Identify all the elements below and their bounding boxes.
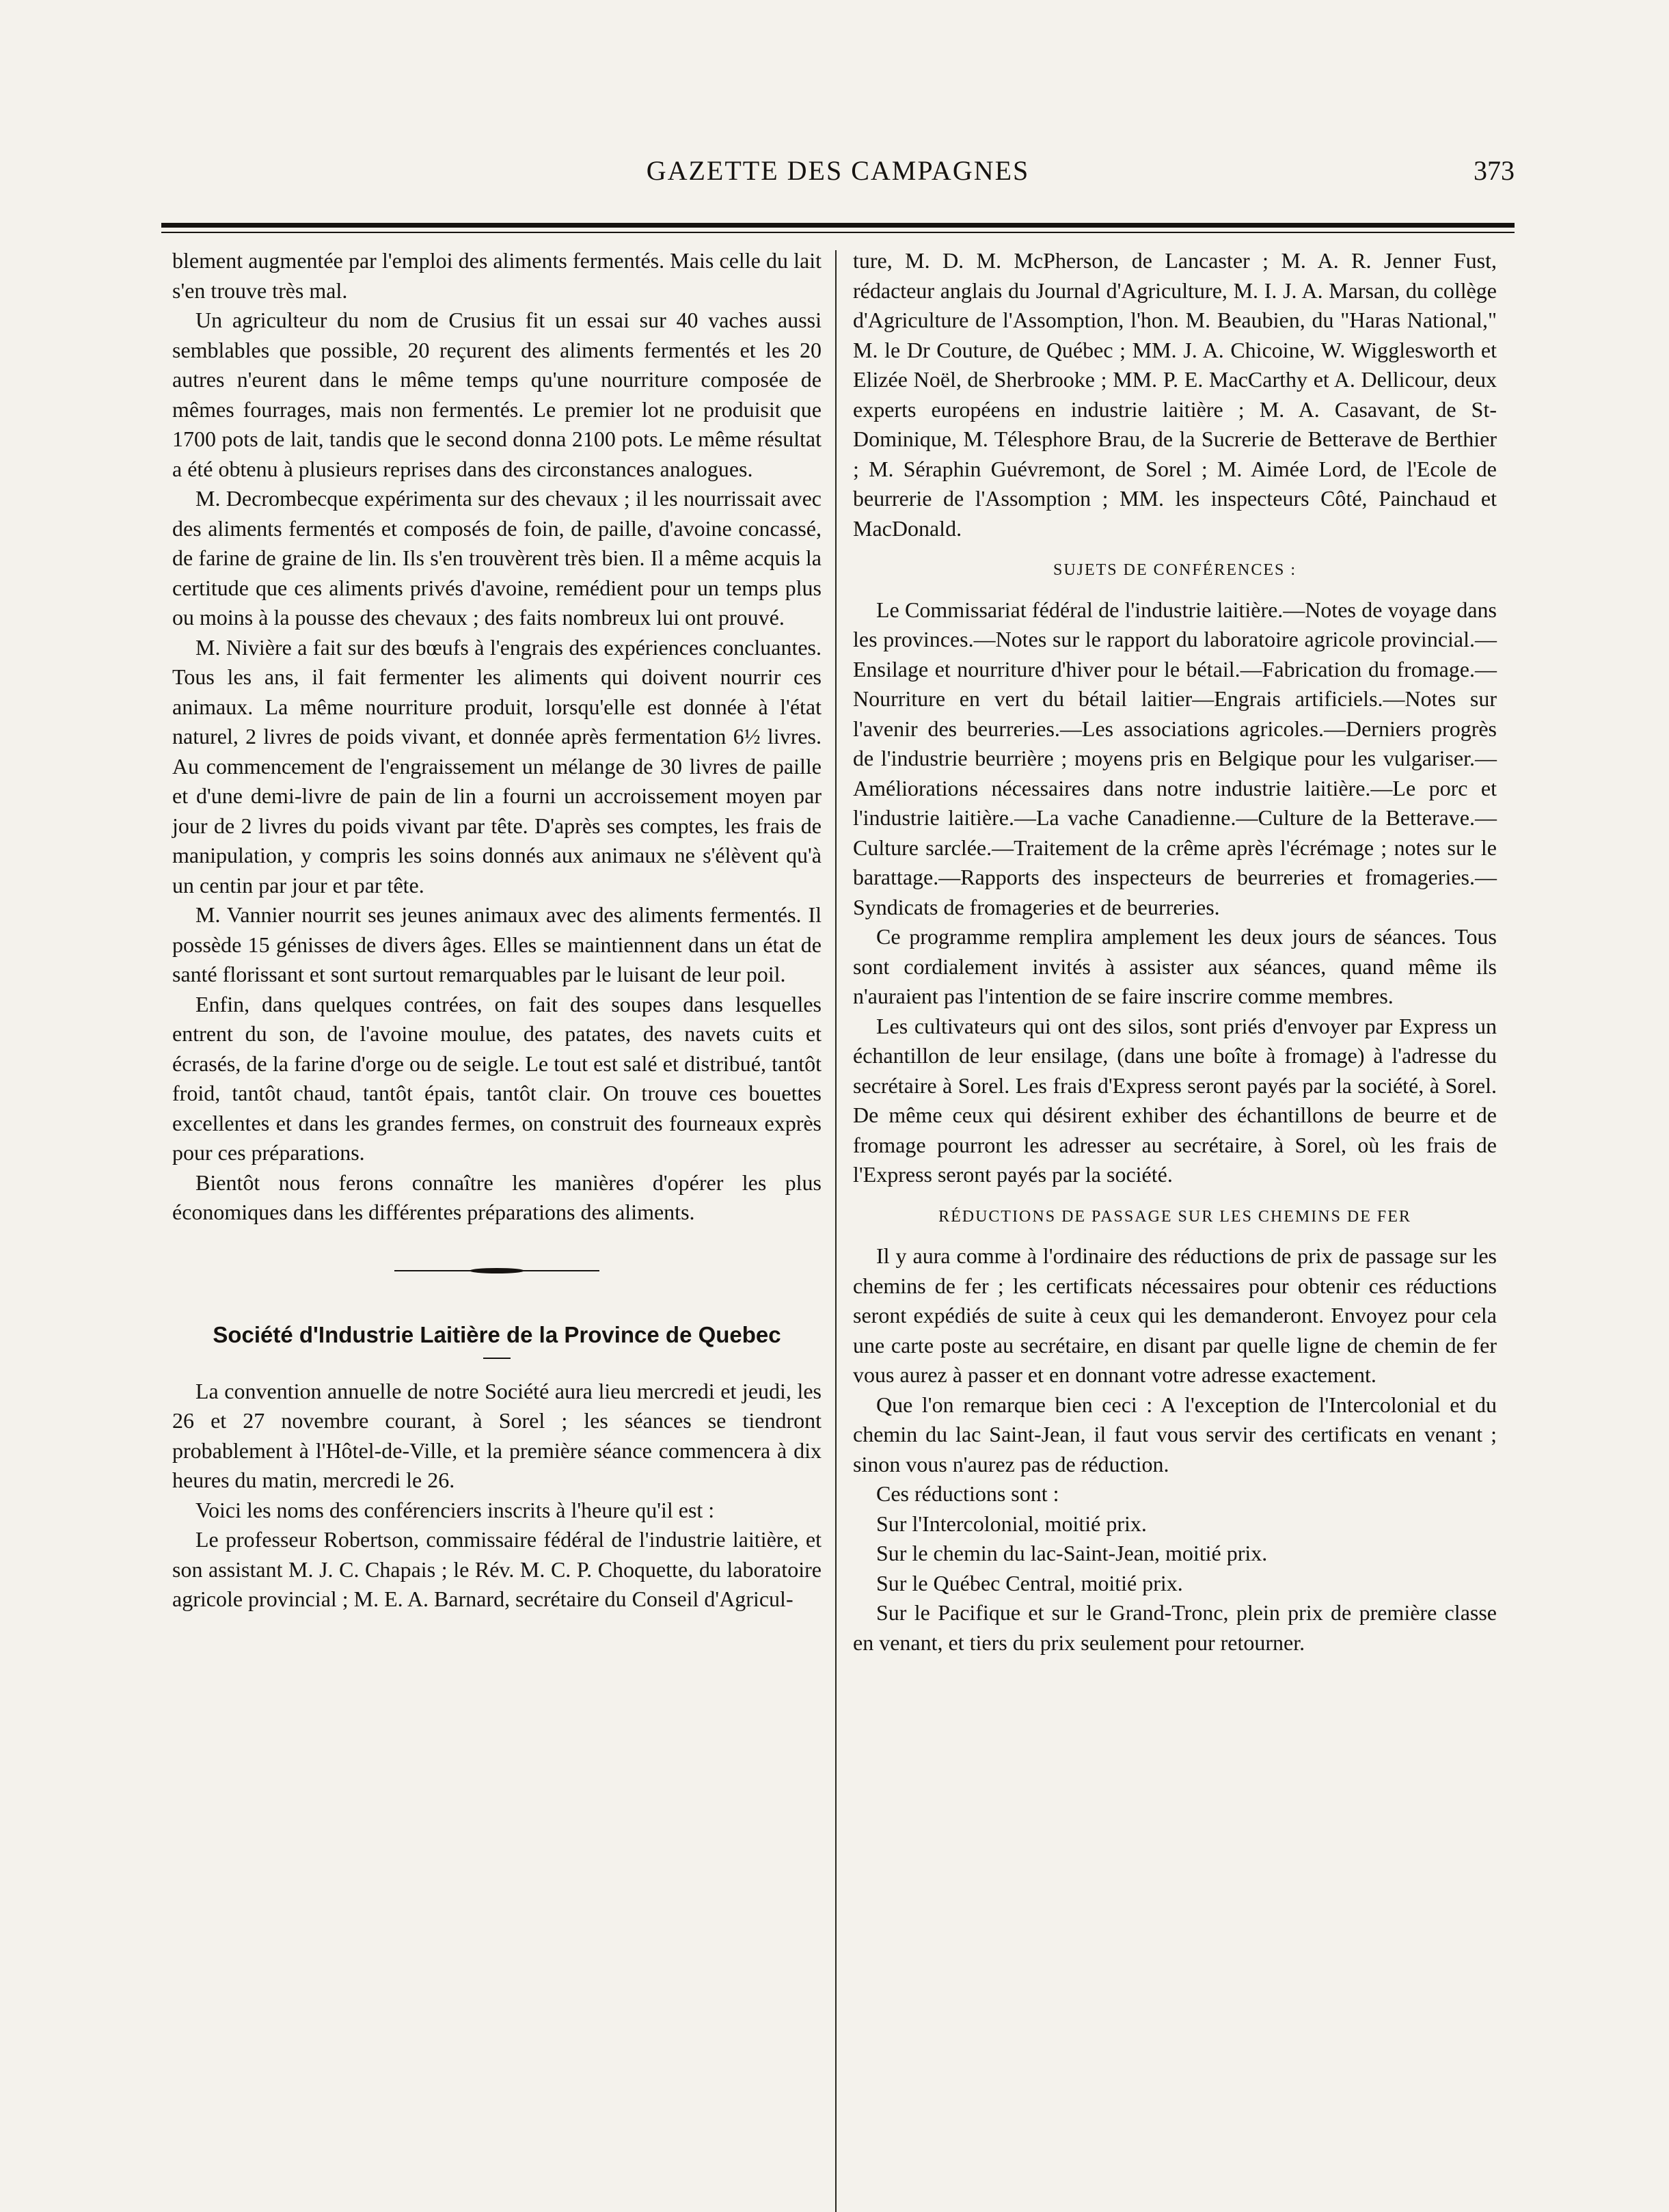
paragraph: Voici les noms des conférenciers inscrits à l'heure qu'il est : bbox=[195, 1497, 715, 1522]
paragraph: Un agriculteur du nom de Crusius fit un essai sur 40 vaches aussi semblables que possible, 20 reçurent des aliments fermentés et les 20 autres n'eurent dans le même temps qu'une nourriture composée de mêmes fourrages, mais non fermentés. Le premier lot ne produisit que 1700 pots de lait, tandis que le second donna 2100 pots. Le même résultat a été obtenu à plusieurs reprises dans des circonstances analogues. bbox=[172, 308, 822, 481]
left-column bbox=[172, 246, 822, 1615]
paragraph: Que l'on remarque bien ceci : A l'exception de l'Intercolonial et du chemin du lac Saint-Jean, il faut vous servir des certificats en venant ; sinon vous n'aurez pas de réduction. bbox=[853, 1392, 1497, 1476]
paragraph: Les cultivateurs qui ont des silos, sont priés d'envoyer par Express un échantillon de leur ensilage, (dans une boîte à fromage) à l'adresse du secrétaire à Sorel. Les frais d'Express seront payés par la société, à Sorel. De même ceux qui désirent exhiber des échantillons de beurre et de fromage pourront les adresser au secrétaire, à Sorel, où les frais de l'Express seront payés par la société. bbox=[853, 1013, 1497, 1187]
paragraph: blement augmentée par l'emploi des aliments fermentés. Mais celle du lait s'en trouve très mal. bbox=[172, 248, 822, 303]
paragraph: Le Commissariat fédéral de l'industrie laitière.—Notes de voyage dans les provinces.—Notes sur le rapport du laboratoire agricole provincial.—Ensilage et nourriture d'hiver pour le bétail.—Fabrication du fromage.—Nourriture en vert du bétail laitier—Engrais artificiels.—Notes sur l'avenir des beurreries.—Les associations agricoles.—Derniers progrès de l'industrie beurrière ; moyens pris en Belgique pour les vulgariser.—Améliorations nécessaires dans notre industrie laitière.—Le porc et l'industrie laitière.—La vache Canadienne.—Culture de la Betterave.—Culture sarclée.—Traitement de la crême après l'écrémage ; notes sur le barattage.—Rapports des inspecteurs de beurreries et fromageries.—Syndicats de fromageries et de beurreries. bbox=[853, 597, 1497, 919]
paragraph: Sur l'Intercolonial, moitié prix. bbox=[876, 1511, 1147, 1536]
paragraph: Ces réductions sont : bbox=[876, 1481, 1059, 1506]
paragraph: La convention annuelle de notre Société aura lieu mercredi et jeudi, les 26 et 27 novembre courant, à Sorel ; les séances se tiendront probablement à l'Hôtel-de-Ville, et la première séance commencera à dix heures du matin, mercredi le 26. bbox=[172, 1378, 822, 1492]
subheading: RÉDUCTIONS DE PASSAGE SUR LES CHEMINS DE FER bbox=[938, 1207, 1411, 1226]
paragraph: Bientôt nous ferons connaître les manières d'opérer les plus économiques dans les différentes préparations des aliments. bbox=[172, 1170, 822, 1224]
ornamental-divider bbox=[394, 1267, 599, 1274]
header-rule-thin bbox=[161, 232, 1515, 233]
page-header bbox=[161, 149, 1515, 197]
paragraph: Sur le Québec Central, moitié prix. bbox=[876, 1570, 1183, 1595]
subheading: SUJETS DE CONFÉRENCES : bbox=[1053, 561, 1297, 579]
paragraph: Sur le Pacifique et sur le Grand-Tronc, plein prix de première classe en venant, et tiers du prix seulement pour retourner. bbox=[853, 1600, 1497, 1655]
paragraph: Ce programme remplira amplement les deux jours de séances. Tous sont cordialement invités à assister aux séances, quand même ils n'auraient pas l'intention de se faire inscrire comme membres. bbox=[853, 924, 1497, 1008]
running-title: GAZETTE DES CAMPAGNES bbox=[646, 155, 1030, 186]
page-number: 373 bbox=[1474, 155, 1515, 186]
header-rule-thick bbox=[161, 223, 1515, 228]
column-divider bbox=[835, 250, 837, 2212]
paragraph: Le professeur Robertson, commissaire fédéral de l'industrie laitière, et son assistant M. J. C. Chapais ; le Rév. M. C. P. Choquette, du laboratoire agricole provincial ; M. E. A. Barnard, secrétaire du Conseil d'Agricul- bbox=[172, 1527, 822, 1611]
paragraph: ture, M. D. M. McPherson, de Lancaster ; M. A. R. Jenner Fust, rédacteur anglais du Journal d'Agriculture, M. I. J. A. Marsan, du collège d'Agriculture de l'Assomption, l'hon. M. Beaubien, du "Haras National," M. le Dr Couture, de Québec ; MM. J. A. Chicoine, W. Wigglesworth et Elizée Noël, de Sherbrooke ; MM. P. E. MacCarthy et A. Dellicour, deux experts européens en industrie laitière ; M. A. Casavant, de St-Dominique, M. Télesphore Brau, de la Sucrerie de Betterave de Berthier ; M. Séraphin Guévremont, de Sorel ; M. Aimée Lord, de l'Ecole de beurrerie de l'Assomption ; MM. les inspecteurs Côté, Painchaud et MacDonald. bbox=[853, 248, 1497, 541]
paragraph: Sur le chemin du lac-Saint-Jean, moitié prix. bbox=[876, 1541, 1268, 1565]
paragraph: M. Decrombecque expérimenta sur des chevaux ; il les nourrissait avec des aliments fermentés et composés de foin, de paille, d'avoine concassé, de farine de graine de lin. Ils s'en trouvèrent très bien. Il a même acquis la certitude que ces aliments privés d'avoine, remédient pour un temps plus ou moins à la pousse des chevaux ; des faits nombreux lui ont prouvé. bbox=[172, 486, 822, 630]
paragraph: M. Vannier nourrit ses jeunes animaux avec des aliments fermentés. Il possède 15 génisses de divers âges. Elles se maintiennent dans un état de santé florissant et sont surtout remarquables par le luisant de leur poil. bbox=[172, 902, 822, 986]
short-rule bbox=[483, 1358, 511, 1359]
right-column bbox=[853, 246, 1497, 1658]
paragraph: M. Nivière a fait sur des bœufs à l'engrais des expériences concluantes. Tous les ans, il fait fermenter les aliments qui doivent nourrir ces animaux. La même nourriture produit, lorsqu'elle est donnée à l'état naturel, 2 livres de poids vivant, et donnée après fermentation 6½ livres. Au commencement de l'engraissement un mélange de 30 livres de paille et d'une demi-livre de pain de lin a fourni un accroissement moyen par jour de 2 livres du poids vivant par tête. D'après ses comptes, les frais de manipulation, y compris les soins donnés aux animaux ne s'élèvent qu'à un centin par jour et par tête. bbox=[172, 634, 822, 898]
paragraph: Enfin, dans quelques contrées, on fait des soupes dans lesquelles entrent du son, de l'avoine moulue, des patates, des navets cuits et écrasés, de la farine d'orge ou de seigle. Le tout est salé et distribué, tantôt froid, tantôt chaud, tantôt épais, tantôt clair. On trouve ces bouettes excellentes et dans les grandes fermes, on construit des fourneaux exprès pour ces préparations. bbox=[172, 991, 822, 1165]
section-title: Société d'Industrie Laitière de la Province de Quebec bbox=[213, 1321, 781, 1347]
paragraph: Il y aura comme à l'ordinaire des réductions de prix de passage sur les chemins de fer ; les certificats nécessaires pour obtenir ces réductions seront expédiés de suite à ceux qui les demanderont. Envoyez pour cela une carte poste au secrétaire, en disant par quelle ligne de chemin de fer vous aurez à passer et en donnant votre adresse exactement. bbox=[853, 1243, 1497, 1387]
